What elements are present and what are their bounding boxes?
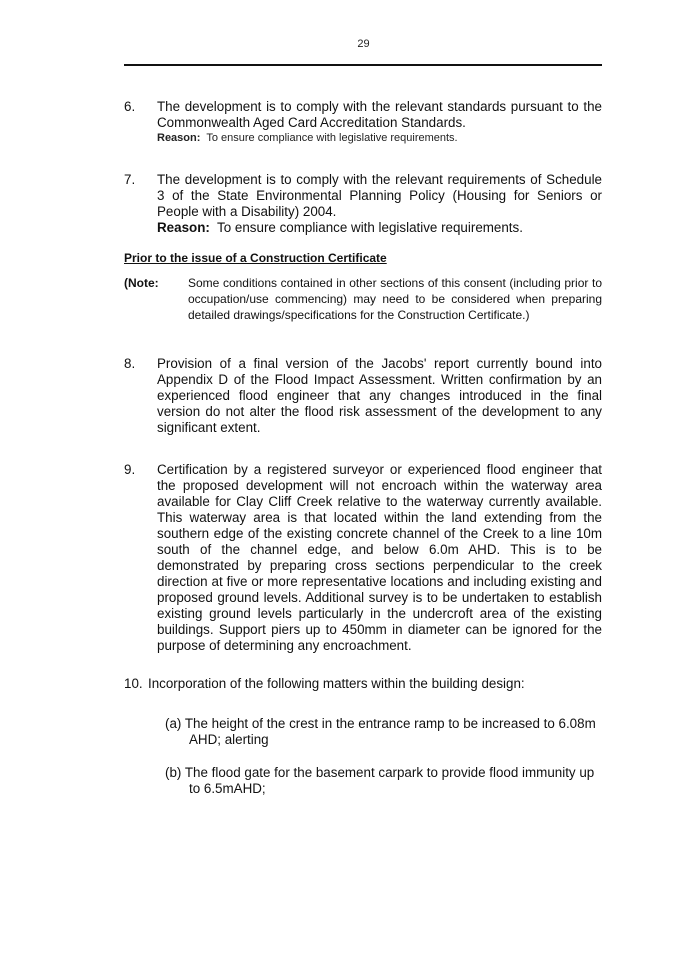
section-note <box>124 275 602 323</box>
condition-text: The development is to comply with the relevant requirements of Schedule 3 of the State Environmental Planning Policy (Housing for Seniors or People with a Disability) 2004. <box>157 172 602 219</box>
condition-8 <box>124 356 602 436</box>
condition-number: 9. <box>124 462 136 477</box>
section-heading: Prior to the issue of a Construction Certificate <box>124 251 387 265</box>
reason-text: To ensure compliance with legislative requirements. <box>206 132 458 144</box>
condition-number: 6. <box>124 99 136 114</box>
condition-number: 10. <box>124 676 143 691</box>
header-rule <box>124 64 602 66</box>
condition-6 <box>124 99 602 146</box>
condition-7 <box>124 172 602 236</box>
condition-text: The development is to comply with the relevant standards pursuant to the Commonwealth Aged Card Accreditation Standards. <box>157 99 602 130</box>
condition-text: Provision of a final version of the Jacobs' report currently bound into Appendix D of the Flood Impact Assessment. Written confirmation by an experienced flood engineer that any changes introduced in the final version do not alter the flood risk assessment of the development to any significant extent. <box>157 356 602 435</box>
condition-reason <box>157 131 602 146</box>
page-number: 29 <box>357 38 370 50</box>
reason-text: To ensure compliance with legislative requirements. <box>217 220 523 235</box>
note-label: (Note: <box>124 276 159 290</box>
reason-label: Reason: <box>157 132 201 144</box>
note-text: Some conditions contained in other sections of this consent (including prior to occupation/use commencing) may need to be considered when preparing detailed drawings/specifications for the Construction Certificate.) <box>188 276 602 322</box>
condition-number: 8. <box>124 356 136 371</box>
condition-9 <box>124 462 602 654</box>
condition-text: Certification by a registered surveyor or experienced flood engineer that the proposed development will not encroach within the waterway area available for Clay Cliff Creek relative to the waterway currently available. This waterway area is that located within the land extending from the southern edge of the existing concrete channel of the Creek to a line 10m south of the channel edge, and below 6.0m AHD. This is to be demonstrated by preparing cross sections perpendicular to the creek direction at five or more representative locations and including existing and proposed ground levels. Additional survey is to be undertaken to establish existing ground levels particularly in the undercroft area of the existing buildings. Support piers up to 450mm in diameter can be ignored for the purpose of determining any encroachment. <box>157 462 602 653</box>
condition-reason <box>157 220 602 236</box>
condition-number: 7. <box>124 172 136 187</box>
sub-item-b: (b) The flood gate for the basement carpark to provide flood immunity up to 6.5mAHD; <box>165 765 595 796</box>
condition-text: Incorporation of the following matters within the building design: <box>148 676 525 691</box>
reason-label: Reason: <box>157 220 210 235</box>
sub-item-a: (a) The height of the crest in the entrance ramp to be increased to 6.08m AHD; alerting <box>165 716 596 747</box>
condition-10 <box>124 676 602 692</box>
